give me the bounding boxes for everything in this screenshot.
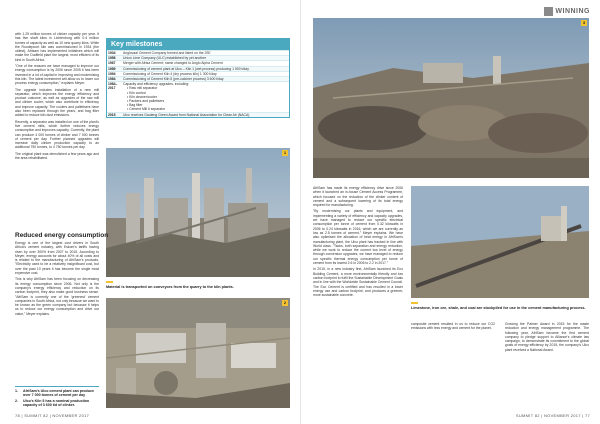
stockpile-image <box>313 18 589 178</box>
milestone-subitem: • Kiln cleaner/cooler <box>127 94 158 99</box>
highlight-number: 2. <box>15 398 18 403</box>
photo-number-tag: 2 <box>283 300 287 305</box>
paragraph: composite cement resulted in us to reduce our CO2 emissions with less energy and cement for the planet. <box>411 322 495 331</box>
milestone-row <box>107 76 289 81</box>
paragraph: Energy is one of the largest cost drivers in South Africa's cement industry, with Eskom's tariffs having risen by over 300% from 2007 to 2015. According to Meyer, energy accounts for about 40% of all costs and is related to the manufacturing of AfriSam's products. "Electricity used to be a relatively insignificant cost, but over the past 10 years it has become the single most expensive cost. <box>15 241 99 276</box>
aerial-plant-photo <box>106 298 290 408</box>
caption-marker <box>411 302 418 304</box>
brand-name: WINNING <box>555 8 590 15</box>
milestone-row <box>107 81 289 111</box>
stockpile-photo <box>313 18 589 178</box>
highlight-number: 1. <box>15 389 18 393</box>
milestone-description: Commissioning of Cement Kiln 4 (dry process kiln) 1 300 t/day <box>123 71 217 76</box>
photo-highlights <box>15 386 99 408</box>
milestone-year: 1984–2017 <box>108 82 118 91</box>
milestone-subitem: • Kiln control <box>127 90 146 95</box>
milestone-text <box>121 77 289 81</box>
caption-marker <box>106 281 113 283</box>
milestone-description: Union Lime Company (ULC) established by yet another <box>123 56 207 61</box>
paragraph: In 2015, in a new industry first, AfriSam launched its Eco Building Cement, a more environmentally friendly and low carbon footprint to fulfil the Sustainable Development Goals and in line with the Worldwide Sustainable Cement Council. The Eco Cement is certified and has resulted in a lower energy use and carbon footprint, and produces a greener, more sustainable concrete. <box>313 267 403 298</box>
highlight-text: Ulco's Kiln 5 has a nominal production capacity of 3 600 t/d of clinker. <box>23 398 90 407</box>
milestone-year: 1967 <box>108 61 116 66</box>
section-heading: Reduced energy consumption <box>15 232 109 239</box>
milestone-row <box>107 50 289 55</box>
milestone-year: 2015 <box>108 112 116 117</box>
milestone-row <box>107 112 289 117</box>
photo-caption: Limestone, iron ore, shale, and coal are stockpiled for use in the cement manufacturing process. <box>411 306 586 310</box>
milestone-subitem: • Bag filter <box>127 103 143 108</box>
right-end-column <box>505 322 589 404</box>
highlight-item <box>15 389 99 398</box>
paragraph: This is why AfriSam has been focusing on decreasing its energy consumption since 2006. Not only is the company's energy efficiency and reduction on its carbon footprint, they also make good business sense. "AfriSam is currently one of the 'greenest' cement companies in South Africa, not only because we want to be known as the green company but because it helps us to reduce our energy consumption and drive our value," Meyer explains. <box>15 277 99 316</box>
milestone-description: Commissioning of cement plant at Ulco – Kiln 1 (wet process) producing 1 500 t/day <box>123 66 249 71</box>
highlight-text: AfriSam's Ulco cement plant can produce over 7 000 tonnes of cement per day <box>23 389 94 398</box>
milestone-text <box>121 51 289 55</box>
milestone-subitem: • Raw mill separator <box>127 86 158 91</box>
paragraph: The original plant was demolished a few years ago and the area rehabilitated. <box>15 151 99 161</box>
paragraph: The upgrade includes installation of a new mill separator, which improves the energy efficiency and product outcome, as well as upgrades of the raw mill and clinker cooler, which also contribute to efficiency and improve capacity. The coolers and palletisers have also been replaced through the years, and bag filter added to reduce kiln dust emissions. <box>15 87 99 118</box>
milestone-year: 1984 <box>108 77 116 82</box>
paragraph: Recently, a separator was installed on one of the plant's five cement mills, which further reduces energy consumption and improves capacity. Currently, the plant can produce 4 000 tonnes of clinker and 7 000 tonnes of cement per day. Further planned upgrades will increase daily clinker production capacity to an additional 750 tonnes, to 4 750 tonnes per day. <box>15 119 99 150</box>
brand-logo <box>544 7 590 16</box>
cement-plant-image <box>106 148 290 277</box>
paragraph: "One of the reasons we have managed to improve our energy consumption is by 2006 since 2005 it has been invested in a lot of capital in improving and modernising this kiln. The latest investment will allow us to lower our process energy consumption," explains Meyer. <box>15 64 99 86</box>
milestone-text <box>121 82 289 111</box>
key-milestones-box <box>106 38 290 118</box>
milestone-description: Merger with Afrisa Cement; name changed to Anglo Alpha Cement <box>123 61 223 66</box>
milestone-description: Capacity and efficiency upgrades, including: <box>123 82 190 87</box>
milestone-subitem: • Packers and palletisers <box>127 99 165 104</box>
conveyor-photo <box>411 186 589 298</box>
page-footer-left: 78 | SUMMIT 82 | NOVEMBER 2017 <box>15 413 90 418</box>
milestone-year: 1994 <box>108 71 116 76</box>
milestone-year: 1956 <box>108 56 116 61</box>
milestone-description: Ulco receives Gauteng Green Award from National Association for Clean Air (NACA) <box>123 112 250 117</box>
milestone-row <box>107 60 289 65</box>
milestone-text <box>121 113 289 117</box>
milestone-text <box>121 56 289 60</box>
paragraph: with 1.25 million tonnes of clinker capacity per year. It has five shaft kilns in Lichtenburg with 0.4 million tonnes of capacity as well as 10 new quarry kilns. While the Roodepoort kiln was commissioned in 1934 (the oldest), Afrisam has implemented initiatives which will make the Dudfield plant the largest, most efficient of its kind in South Africa. <box>15 32 99 62</box>
milestone-row <box>107 71 289 76</box>
highlight-item <box>15 399 99 408</box>
photo-caption: Material is transported on conveyors from the quarry to the kiln plants. <box>106 285 234 289</box>
photo-number-tag: 1 <box>283 150 287 155</box>
milestone-subitem: • Cement Mill 6 separator <box>127 107 166 112</box>
milestone-year: 1934 <box>108 51 116 55</box>
paragraph: Growing the Palmer Award in 2015 for the waste reduction and energy management programme. The following year, AfriSam became the first cement company to pledge support to Alliance's climate law campaign, to demonstrate its commitment to the global goals of energy efficiency by 2015, the company's Ulco plant received a National Award. <box>505 322 589 352</box>
milestone-description: Commissioning of Cement Kiln 5 (pre-calciner process) 3 600 t/day <box>123 77 224 82</box>
cement-plant-photo <box>106 148 290 277</box>
milestone-text <box>121 67 289 71</box>
milestone-row <box>107 66 289 71</box>
right-middle-column <box>411 322 495 404</box>
aerial-view-image <box>106 298 290 408</box>
milestones-table <box>107 50 289 117</box>
right-column-text <box>313 186 403 406</box>
milestone-description: Anglovaal Cement Company formed and listed on the JSE <box>123 51 211 55</box>
milestone-text <box>121 61 289 65</box>
milestone-year: 1989 <box>108 66 116 71</box>
paragraph: AfriSam has made its energy efficiency drive since 2006 when it launched an in-house Cement Access Programme, which focused on the reduction of the clinker content of cement and a subsequent lowering of its total energy required for manufacturing. <box>313 186 403 208</box>
page-footer-right: SUMMIT 82 | NOVEMBER 2017 | 77 <box>515 413 590 418</box>
photo-number-tag: 3 <box>582 20 586 25</box>
energy-section-text <box>15 241 99 379</box>
brand-square-icon <box>544 7 553 16</box>
right-page <box>300 0 600 424</box>
milestone-text <box>121 72 289 76</box>
milestone-row <box>107 55 289 60</box>
key-milestones-title: Key milestones <box>107 39 289 50</box>
conveyor-image <box>411 186 589 298</box>
paragraph: "By modernising our plants and equipment, and implementing a variety of efficiency and capacity upgrades, we have managed to reduce our specific electrical consumption per tonne of cement from 0.32 kilowatts in 2006 to 0.24 kilowatts in 2016, which we are currently as low as 2.5 tonnes of cement," Meyer explains. We have also optimised the allocation of heat energy in AfriSam's manufacturing plant, the Ulco plant has tracked in line with World class. "Tacks, both separation and energy reduction, while we work to reduce the current low level of energy through conversion upgrades, we have managed to reduce our specific thermal energy consumption per tonne of cement from its lowest 2.6 in 2006 to 2.2 in 2017." <box>313 209 403 266</box>
